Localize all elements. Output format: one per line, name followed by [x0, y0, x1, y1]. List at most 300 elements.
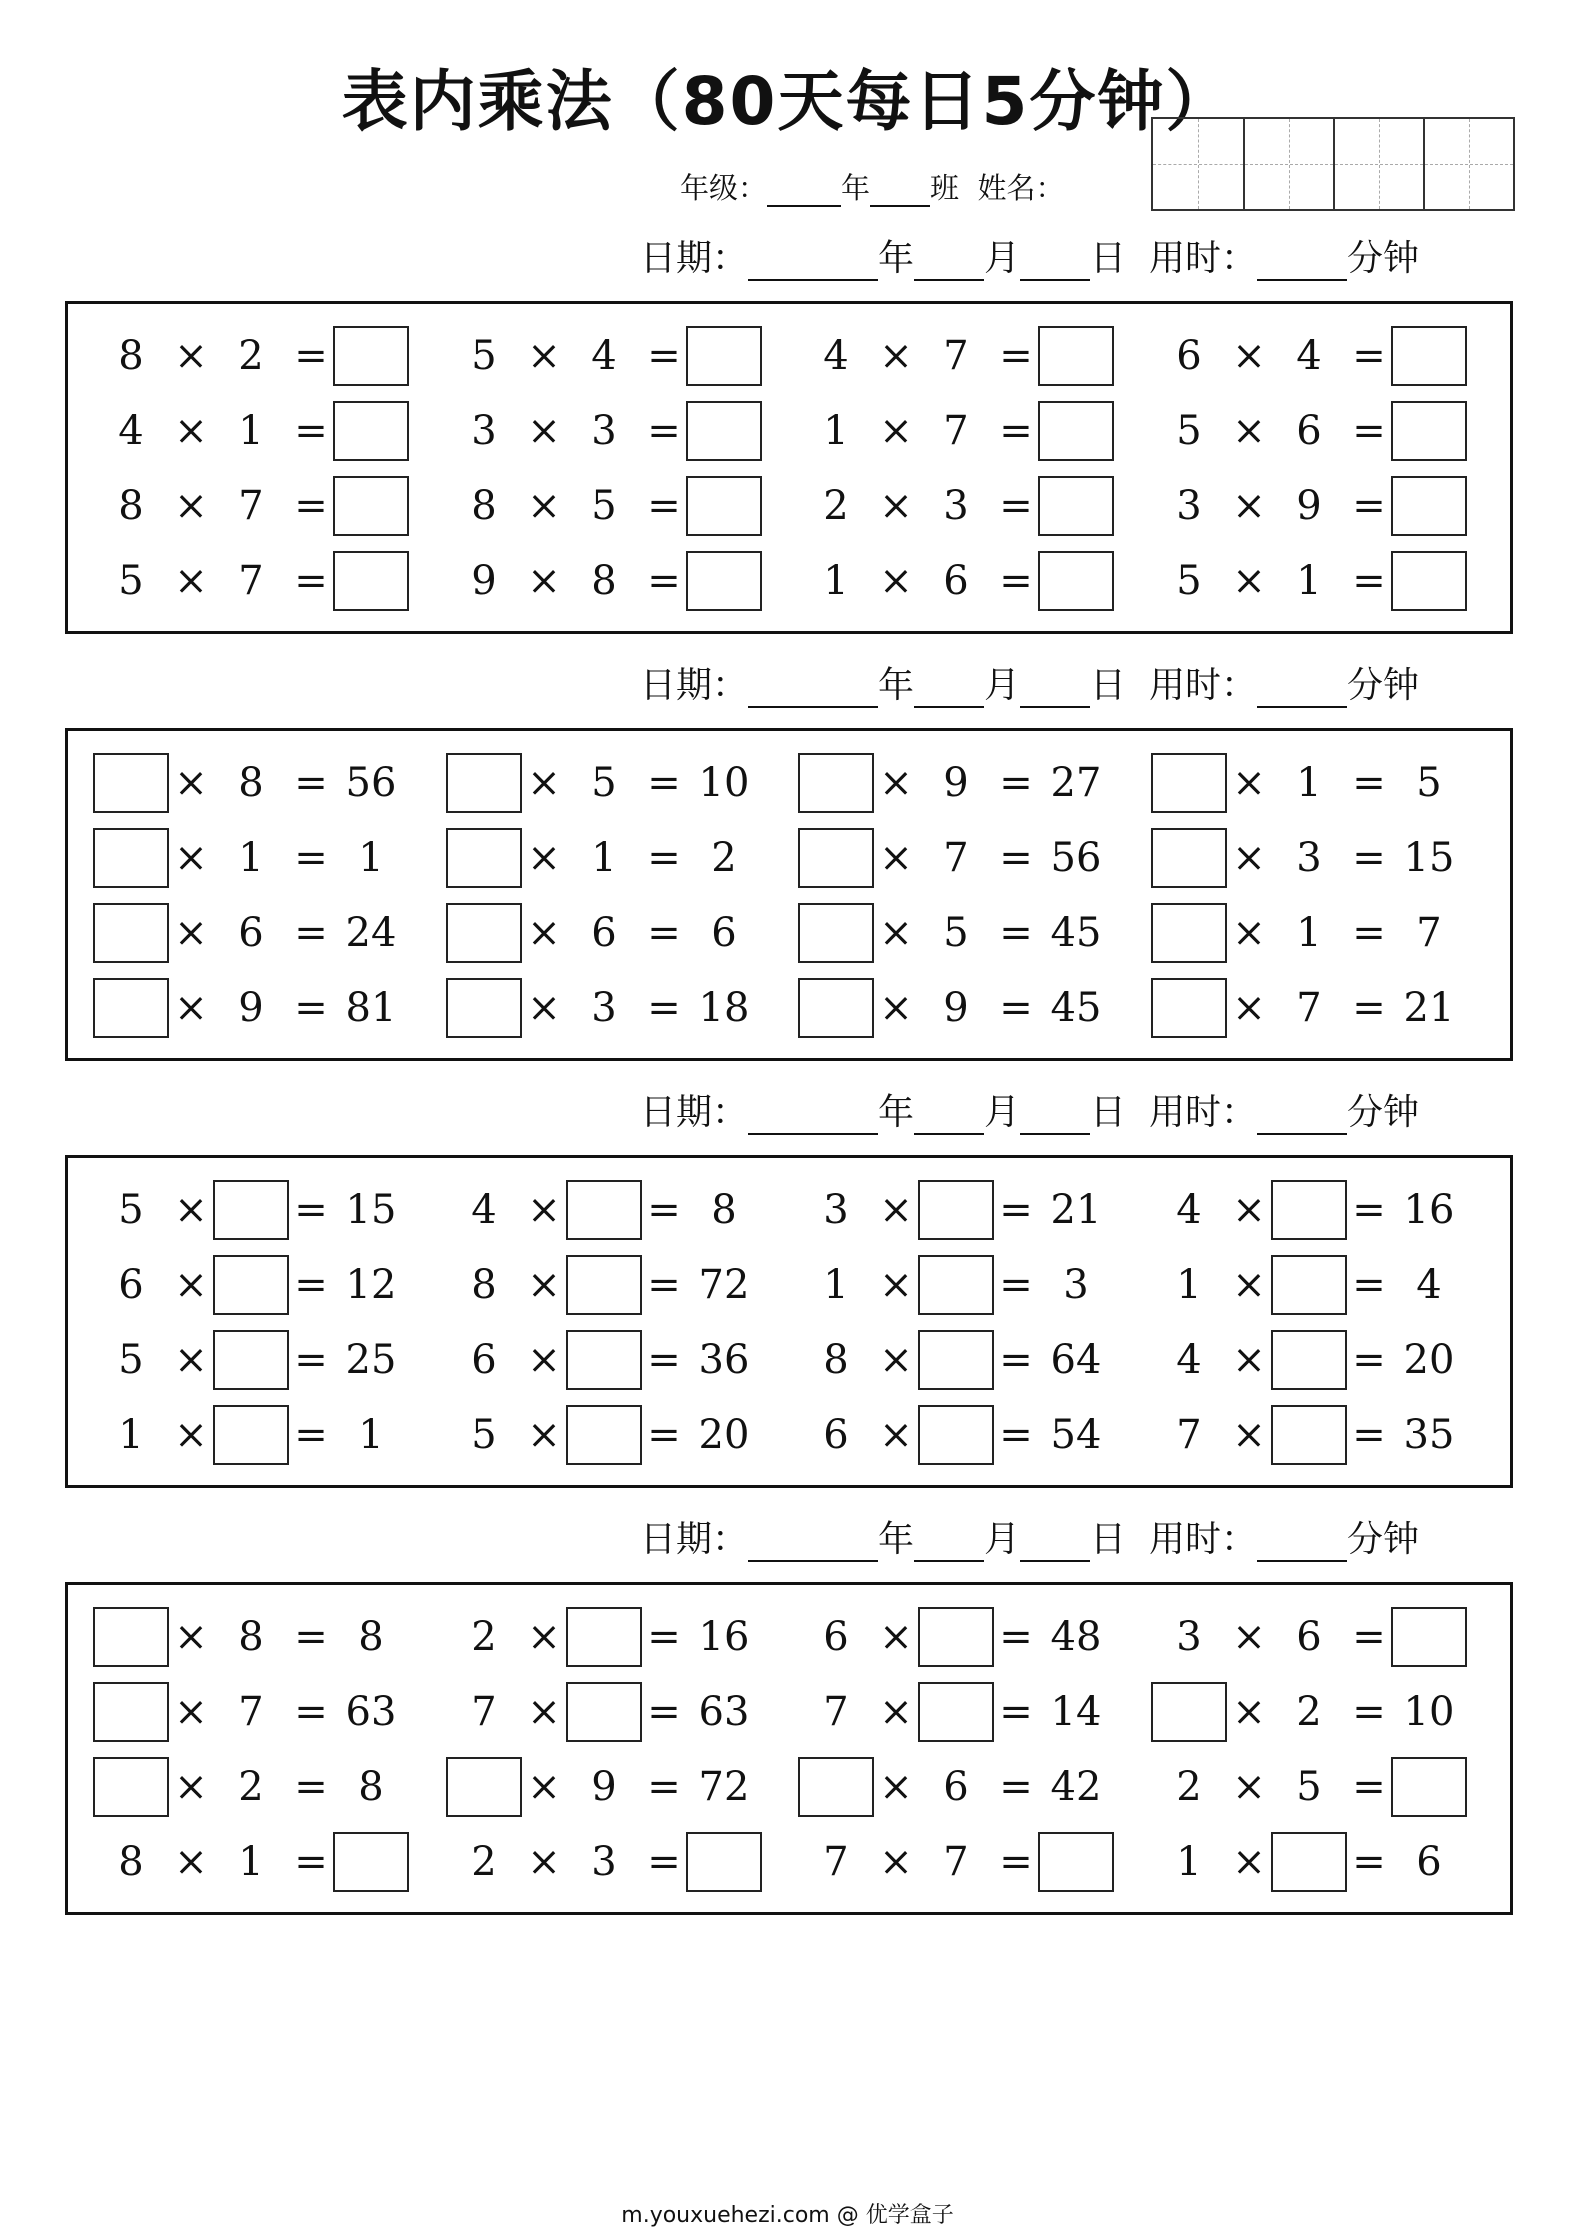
equals-sign: = — [647, 1689, 681, 1735]
product-value: 16 — [698, 1614, 750, 1660]
name-grid[interactable] — [1151, 117, 1515, 211]
date-month-blank[interactable] — [914, 1522, 984, 1562]
times-sign: × — [879, 1764, 913, 1810]
factor-value: 8 — [118, 1839, 144, 1885]
factor-value: 6 — [943, 1764, 969, 1810]
answer-box[interactable] — [1271, 1330, 1347, 1390]
times-sign: × — [174, 1764, 208, 1810]
name-label: 姓名： — [977, 171, 1065, 205]
answer-box[interactable] — [213, 1405, 289, 1465]
answer-box[interactable] — [1391, 476, 1467, 536]
factor-value: 6 — [591, 910, 617, 956]
answer-box[interactable] — [446, 828, 522, 888]
product-value: 64 — [1050, 1337, 1102, 1383]
times-sign: × — [1232, 333, 1266, 379]
answer-box[interactable] — [1271, 1255, 1347, 1315]
times-sign: × — [1232, 1764, 1266, 1810]
equals-sign: = — [999, 558, 1033, 604]
factor-value: 2 — [1296, 1689, 1322, 1735]
problem-section — [65, 1582, 1513, 1915]
factor-value: 1 — [823, 1262, 849, 1308]
factor-value: 5 — [943, 910, 969, 956]
time-label: 用时： — [1148, 1092, 1257, 1133]
date-day-blank[interactable] — [1020, 668, 1090, 708]
answer-box[interactable] — [1391, 326, 1467, 386]
answer-box[interactable] — [213, 1330, 289, 1390]
product-value: 20 — [1403, 1337, 1455, 1383]
factor-value: 6 — [118, 1262, 144, 1308]
product-value: 63 — [345, 1689, 397, 1735]
times-sign: × — [879, 483, 913, 529]
factor-value: 5 — [118, 1187, 144, 1233]
answer-box[interactable] — [93, 903, 169, 963]
answer-box[interactable] — [1391, 1607, 1467, 1667]
equals-sign: = — [294, 558, 328, 604]
equals-sign: = — [647, 1337, 681, 1383]
equals-sign: = — [294, 910, 328, 956]
answer-box[interactable] — [918, 1405, 994, 1465]
date-label: 日期： — [640, 665, 749, 706]
product-value: 12 — [345, 1262, 397, 1308]
answer-box[interactable] — [686, 551, 762, 611]
equals-sign: = — [647, 1839, 681, 1885]
factor-value: 7 — [943, 408, 969, 454]
answer-box[interactable] — [566, 1682, 642, 1742]
factor-value: 2 — [238, 1764, 264, 1810]
answer-box[interactable] — [333, 1832, 409, 1892]
equals-sign: = — [294, 483, 328, 529]
date-year-char: 年 — [878, 665, 915, 706]
times-sign: × — [879, 910, 913, 956]
times-sign: × — [1232, 1337, 1266, 1383]
factor-value: 7 — [943, 333, 969, 379]
answer-box[interactable] — [333, 551, 409, 611]
answer-box[interactable] — [798, 1757, 874, 1817]
spacer — [1126, 238, 1149, 279]
answer-box[interactable] — [918, 1180, 994, 1240]
answer-box[interactable] — [918, 1330, 994, 1390]
equals-sign: = — [999, 835, 1033, 881]
product-value: 24 — [345, 910, 397, 956]
times-sign: × — [879, 1412, 913, 1458]
answer-box[interactable] — [213, 1255, 289, 1315]
time-blank[interactable] — [1257, 668, 1347, 708]
answer-box[interactable] — [686, 476, 762, 536]
answer-box[interactable] — [93, 828, 169, 888]
product-value: 8 — [358, 1614, 384, 1660]
date-month-char: 月 — [984, 1519, 1021, 1560]
factor-value: 1 — [823, 558, 849, 604]
equals-sign: = — [294, 408, 328, 454]
equals-sign: = — [294, 333, 328, 379]
name-grid-cell[interactable] — [1333, 119, 1423, 209]
product-value: 7 — [1416, 910, 1442, 956]
name-grid-cell[interactable] — [1423, 119, 1513, 209]
equals-sign: = — [999, 1262, 1033, 1308]
equals-sign: = — [294, 1187, 328, 1233]
answer-box[interactable] — [1038, 401, 1114, 461]
product-value: 2 — [711, 835, 737, 881]
class-blank[interactable] — [870, 175, 930, 207]
answer-box[interactable] — [93, 978, 169, 1038]
answer-box[interactable] — [333, 476, 409, 536]
date-label: 日期： — [640, 1092, 749, 1133]
factor-value: 3 — [591, 408, 617, 454]
times-sign: × — [527, 1337, 561, 1383]
answer-box[interactable] — [333, 401, 409, 461]
answer-box[interactable] — [686, 326, 762, 386]
factor-value: 5 — [1296, 1764, 1322, 1810]
equals-sign: = — [294, 1412, 328, 1458]
factor-value: 1 — [238, 1839, 264, 1885]
answer-box[interactable] — [1391, 551, 1467, 611]
date-month-blank[interactable] — [914, 241, 984, 281]
answer-box[interactable] — [798, 828, 874, 888]
answer-box[interactable] — [566, 1180, 642, 1240]
date-row — [640, 230, 1419, 281]
factor-value: 3 — [1176, 1614, 1202, 1660]
factor-value: 7 — [823, 1689, 849, 1735]
times-sign: × — [174, 1839, 208, 1885]
product-value: 14 — [1050, 1689, 1102, 1735]
equals-sign: = — [294, 1764, 328, 1810]
equals-sign: = — [647, 558, 681, 604]
times-sign: × — [879, 1187, 913, 1233]
equals-sign: = — [999, 1764, 1033, 1810]
factor-value: 7 — [1296, 985, 1322, 1031]
factor-value: 1 — [1296, 910, 1322, 956]
equals-sign: = — [294, 1689, 328, 1735]
factor-value: 6 — [471, 1337, 497, 1383]
factor-value: 1 — [591, 835, 617, 881]
equals-sign: = — [294, 835, 328, 881]
product-value: 56 — [345, 760, 397, 806]
time-blank[interactable] — [1257, 1522, 1347, 1562]
factor-value: 5 — [471, 1412, 497, 1458]
problem-section — [65, 1155, 1513, 1488]
factor-value: 6 — [823, 1412, 849, 1458]
date-year-blank[interactable] — [748, 668, 878, 708]
equals-sign: = — [294, 985, 328, 1031]
times-sign: × — [527, 910, 561, 956]
times-sign: × — [1232, 1839, 1266, 1885]
product-value: 6 — [711, 910, 737, 956]
equals-sign: = — [999, 408, 1033, 454]
factor-value: 5 — [118, 1337, 144, 1383]
answer-box[interactable] — [1151, 903, 1227, 963]
name-grid-cell[interactable] — [1243, 119, 1333, 209]
date-month-char: 月 — [984, 1092, 1021, 1133]
equals-sign: = — [1352, 910, 1386, 956]
answer-box[interactable] — [566, 1405, 642, 1465]
product-value: 5 — [1416, 760, 1442, 806]
product-value: 15 — [1403, 835, 1455, 881]
answer-box[interactable] — [918, 1255, 994, 1315]
equals-sign: = — [647, 1187, 681, 1233]
product-value: 56 — [1050, 835, 1102, 881]
factor-value: 8 — [118, 333, 144, 379]
answer-box[interactable] — [918, 1607, 994, 1667]
factor-value: 4 — [471, 1187, 497, 1233]
factor-value: 1 — [238, 408, 264, 454]
product-value: 81 — [345, 985, 397, 1031]
equals-sign: = — [999, 910, 1033, 956]
equals-sign: = — [999, 985, 1033, 1031]
answer-box[interactable] — [1038, 476, 1114, 536]
date-day-blank[interactable] — [1020, 1095, 1090, 1135]
date-label: 日期： — [640, 1519, 749, 1560]
student-info-row — [680, 166, 1065, 207]
product-value: 20 — [698, 1412, 750, 1458]
times-sign: × — [879, 1337, 913, 1383]
factor-value: 3 — [1296, 835, 1322, 881]
factor-value: 1 — [1296, 558, 1322, 604]
times-sign: × — [1232, 558, 1266, 604]
times-sign: × — [174, 1412, 208, 1458]
answer-box[interactable] — [1151, 828, 1227, 888]
date-label: 日期： — [640, 238, 749, 279]
date-day-char: 日 — [1090, 238, 1127, 279]
answer-box[interactable] — [446, 903, 522, 963]
product-value: 1 — [358, 1412, 384, 1458]
factor-value: 1 — [238, 835, 264, 881]
class-char: 班 — [930, 171, 960, 205]
times-sign: × — [174, 910, 208, 956]
product-value: 27 — [1050, 760, 1102, 806]
date-row — [640, 657, 1419, 708]
answer-box[interactable] — [1271, 1832, 1347, 1892]
grade-label: 年级： — [680, 171, 768, 205]
factor-value: 4 — [118, 408, 144, 454]
factor-value: 3 — [943, 483, 969, 529]
time-blank[interactable] — [1257, 241, 1347, 281]
factor-value: 3 — [591, 1839, 617, 1885]
equals-sign: = — [1352, 985, 1386, 1031]
times-sign: × — [1232, 910, 1266, 956]
factor-value: 9 — [238, 985, 264, 1031]
times-sign: × — [174, 333, 208, 379]
equals-sign: = — [999, 1187, 1033, 1233]
times-sign: × — [527, 1839, 561, 1885]
product-value: 10 — [1403, 1689, 1455, 1735]
times-sign: × — [174, 558, 208, 604]
answer-box[interactable] — [918, 1682, 994, 1742]
factor-value: 2 — [1176, 1764, 1202, 1810]
factor-value: 6 — [238, 910, 264, 956]
date-year-char: 年 — [878, 1519, 915, 1560]
equals-sign: = — [1352, 1839, 1386, 1885]
factor-value: 9 — [471, 558, 497, 604]
answer-box[interactable] — [333, 326, 409, 386]
answer-box[interactable] — [1038, 551, 1114, 611]
times-sign: × — [527, 333, 561, 379]
spacer — [1126, 665, 1149, 706]
factor-value: 8 — [471, 1262, 497, 1308]
answer-box[interactable] — [566, 1330, 642, 1390]
product-value: 1 — [358, 835, 384, 881]
answer-box[interactable] — [1038, 1832, 1114, 1892]
product-value: 42 — [1050, 1764, 1102, 1810]
answer-box[interactable] — [93, 1682, 169, 1742]
answer-box[interactable] — [798, 903, 874, 963]
date-day-blank[interactable] — [1020, 1522, 1090, 1562]
times-sign: × — [1232, 408, 1266, 454]
answer-box[interactable] — [686, 1832, 762, 1892]
equals-sign: = — [999, 1412, 1033, 1458]
answer-box[interactable] — [93, 1607, 169, 1667]
equals-sign: = — [647, 985, 681, 1031]
answer-box[interactable] — [798, 978, 874, 1038]
equals-sign: = — [647, 1262, 681, 1308]
equals-sign: = — [294, 1839, 328, 1885]
answer-box[interactable] — [1151, 978, 1227, 1038]
factor-value: 7 — [238, 483, 264, 529]
answer-box[interactable] — [1271, 1405, 1347, 1465]
date-row — [640, 1511, 1419, 1562]
equals-sign: = — [1352, 1337, 1386, 1383]
factor-value: 1 — [118, 1412, 144, 1458]
factor-value: 2 — [471, 1614, 497, 1660]
equals-sign: = — [1352, 558, 1386, 604]
date-month-blank[interactable] — [914, 668, 984, 708]
equals-sign: = — [647, 408, 681, 454]
answer-box[interactable] — [1271, 1180, 1347, 1240]
answer-box[interactable] — [446, 978, 522, 1038]
product-value: 36 — [698, 1337, 750, 1383]
product-value: 8 — [358, 1764, 384, 1810]
equals-sign: = — [999, 1839, 1033, 1885]
product-value: 6 — [1416, 1839, 1442, 1885]
factor-value: 5 — [1176, 558, 1202, 604]
times-sign: × — [879, 1689, 913, 1735]
equals-sign: = — [1352, 1187, 1386, 1233]
times-sign: × — [527, 985, 561, 1031]
time-blank[interactable] — [1257, 1095, 1347, 1135]
times-sign: × — [1232, 1187, 1266, 1233]
date-year-char: 年 — [878, 238, 915, 279]
times-sign: × — [174, 408, 208, 454]
times-sign: × — [1232, 835, 1266, 881]
factor-value: 7 — [238, 558, 264, 604]
factor-value: 1 — [1296, 760, 1322, 806]
answer-box[interactable] — [798, 753, 874, 813]
factor-value: 8 — [238, 760, 264, 806]
name-grid-cell[interactable] — [1153, 119, 1243, 209]
answer-box[interactable] — [1391, 401, 1467, 461]
equals-sign: = — [1352, 1614, 1386, 1660]
time-label: 用时： — [1148, 1519, 1257, 1560]
factor-value: 5 — [118, 558, 144, 604]
equals-sign: = — [999, 1689, 1033, 1735]
product-value: 8 — [711, 1187, 737, 1233]
date-year-blank[interactable] — [748, 1522, 878, 1562]
equals-sign: = — [294, 1337, 328, 1383]
factor-value: 1 — [1176, 1839, 1202, 1885]
times-sign: × — [1232, 483, 1266, 529]
times-sign: × — [527, 483, 561, 529]
times-sign: × — [174, 760, 208, 806]
factor-value: 6 — [1176, 333, 1202, 379]
answer-box[interactable] — [446, 753, 522, 813]
answer-box[interactable] — [446, 1757, 522, 1817]
answer-box[interactable] — [1391, 1757, 1467, 1817]
answer-box[interactable] — [1151, 1682, 1227, 1742]
times-sign: × — [879, 1614, 913, 1660]
factor-value: 1 — [1176, 1262, 1202, 1308]
equals-sign: = — [294, 760, 328, 806]
spacer — [1126, 1519, 1149, 1560]
factor-value: 8 — [118, 483, 144, 529]
times-sign: × — [174, 1337, 208, 1383]
product-value: 54 — [1050, 1412, 1102, 1458]
times-sign: × — [527, 1689, 561, 1735]
times-sign: × — [174, 1689, 208, 1735]
answer-box[interactable] — [93, 753, 169, 813]
times-sign: × — [879, 558, 913, 604]
answer-box[interactable] — [566, 1255, 642, 1315]
answer-box[interactable] — [213, 1180, 289, 1240]
factor-value: 3 — [1176, 483, 1202, 529]
times-sign: × — [527, 1412, 561, 1458]
factor-value: 2 — [823, 483, 849, 529]
product-value: 45 — [1050, 910, 1102, 956]
equals-sign: = — [999, 1337, 1033, 1383]
factor-value: 6 — [943, 558, 969, 604]
date-year-blank[interactable] — [748, 241, 878, 281]
date-month-blank[interactable] — [914, 1095, 984, 1135]
times-sign: × — [174, 835, 208, 881]
factor-value: 2 — [238, 333, 264, 379]
times-sign: × — [879, 1262, 913, 1308]
answer-box[interactable] — [1038, 326, 1114, 386]
factor-value: 9 — [591, 1764, 617, 1810]
factor-value: 3 — [823, 1187, 849, 1233]
equals-sign: = — [1352, 1262, 1386, 1308]
times-sign: × — [527, 1187, 561, 1233]
problem-section — [65, 728, 1513, 1061]
equals-sign: = — [1352, 835, 1386, 881]
factor-value: 3 — [591, 985, 617, 1031]
equals-sign: = — [999, 760, 1033, 806]
answer-box[interactable] — [566, 1607, 642, 1667]
answer-box[interactable] — [93, 1757, 169, 1817]
date-day-blank[interactable] — [1020, 241, 1090, 281]
times-sign: × — [879, 835, 913, 881]
equals-sign: = — [294, 1614, 328, 1660]
times-sign: × — [527, 1764, 561, 1810]
product-value: 35 — [1403, 1412, 1455, 1458]
grade-year-blank[interactable] — [767, 175, 841, 207]
times-sign: × — [1232, 760, 1266, 806]
times-sign: × — [527, 835, 561, 881]
product-value: 48 — [1050, 1614, 1102, 1660]
factor-value: 4 — [823, 333, 849, 379]
grade-year-char: 年 — [841, 171, 871, 205]
factor-value: 9 — [943, 985, 969, 1031]
times-sign: × — [527, 1614, 561, 1660]
factor-value: 4 — [591, 333, 617, 379]
answer-box[interactable] — [1151, 753, 1227, 813]
factor-value: 6 — [1296, 408, 1322, 454]
answer-box[interactable] — [686, 401, 762, 461]
times-sign: × — [527, 760, 561, 806]
date-year-blank[interactable] — [748, 1095, 878, 1135]
times-sign: × — [174, 1187, 208, 1233]
product-value: 15 — [345, 1187, 397, 1233]
equals-sign: = — [999, 1614, 1033, 1660]
equals-sign: = — [647, 333, 681, 379]
factor-value: 4 — [1176, 1337, 1202, 1383]
